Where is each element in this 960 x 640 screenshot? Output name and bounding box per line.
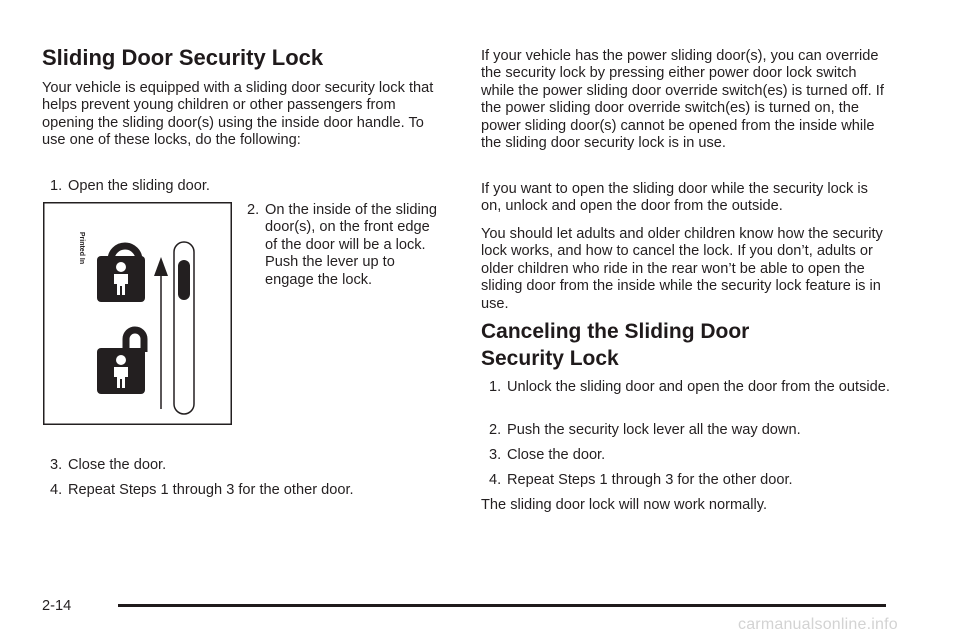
step-text: On the inside of the sliding door(s), on the front edge of the door will be a lock. Push the lever up to engage the lock. [265, 202, 437, 288]
lever-handle [178, 260, 190, 300]
list-item [481, 379, 907, 396]
step-text: Repeat Steps 1 through 3 for the other door. [68, 482, 354, 498]
watermark: carmanualsonline.info [738, 616, 898, 633]
step-number: 4. [50, 482, 63, 498]
step-text: Push the security lock lever all the way down. [507, 422, 801, 438]
step-text: Repeat Steps 1 through 3 for the other door. [507, 472, 793, 488]
step-number: 2. [489, 422, 502, 438]
closing-paragraph: The sliding door lock will now work normally. [481, 497, 768, 513]
footer-divider [118, 604, 886, 607]
step-number: 2. [247, 202, 260, 218]
section-title: Sliding Door Security Lock [42, 45, 324, 70]
step-number: 3. [50, 457, 63, 473]
list-item [481, 472, 907, 489]
step-text: Close the door. [507, 447, 606, 463]
list-item [42, 482, 468, 499]
step-text: Close the door. [68, 457, 167, 473]
child-head [116, 355, 126, 365]
step-text: Open the sliding door. [68, 178, 210, 194]
child-head [116, 262, 126, 272]
list-item [481, 422, 907, 439]
list-item [42, 178, 448, 195]
list-item [247, 202, 442, 289]
override-paragraph: If your vehicle has the power sliding door(s), you can override the security lock by pressing either power door lock switch while the power sliding door override switch(es) is turned off. If the power sliding door override switch(es) is turned on, the power sliding door(s) cannot be opened from the inside while the sliding door security lock is in use. [481, 48, 884, 152]
subsection-title: Canceling the Sliding Door Security Lock [481, 320, 750, 370]
open-from-outside-paragraph: If you want to open the sliding door while the security lock is on, unlock and open the door from the outside. [481, 181, 868, 215]
step-number: 4. [489, 472, 502, 488]
page-number: 2-14 [42, 598, 72, 614]
lock-lever-illustration [43, 202, 232, 425]
intro-paragraph: Your vehicle is equipped with a sliding door security lock that helps prevent young children or other passengers from opening the sliding door(s) using the inside door handle. To use one of these locks, do the following: [42, 80, 434, 149]
sliding-door-lock-figure [43, 202, 232, 425]
list-item [481, 447, 907, 464]
step-number: 3. [489, 447, 502, 463]
step-text: Unlock the sliding door and open the door from the outside. [507, 379, 890, 395]
list-item [42, 457, 448, 474]
step-number: 1. [489, 379, 502, 395]
inform-adults-paragraph: You should let adults and older children know how the security lock works, and how to cancel the lock. If you don’t, adults or older children who ride in the rear won’t be able to open the sliding door from the inside while the security lock feature is in use. [481, 226, 883, 312]
figure-code-label: Printed In [78, 231, 86, 265]
step-number: 1. [50, 178, 63, 194]
